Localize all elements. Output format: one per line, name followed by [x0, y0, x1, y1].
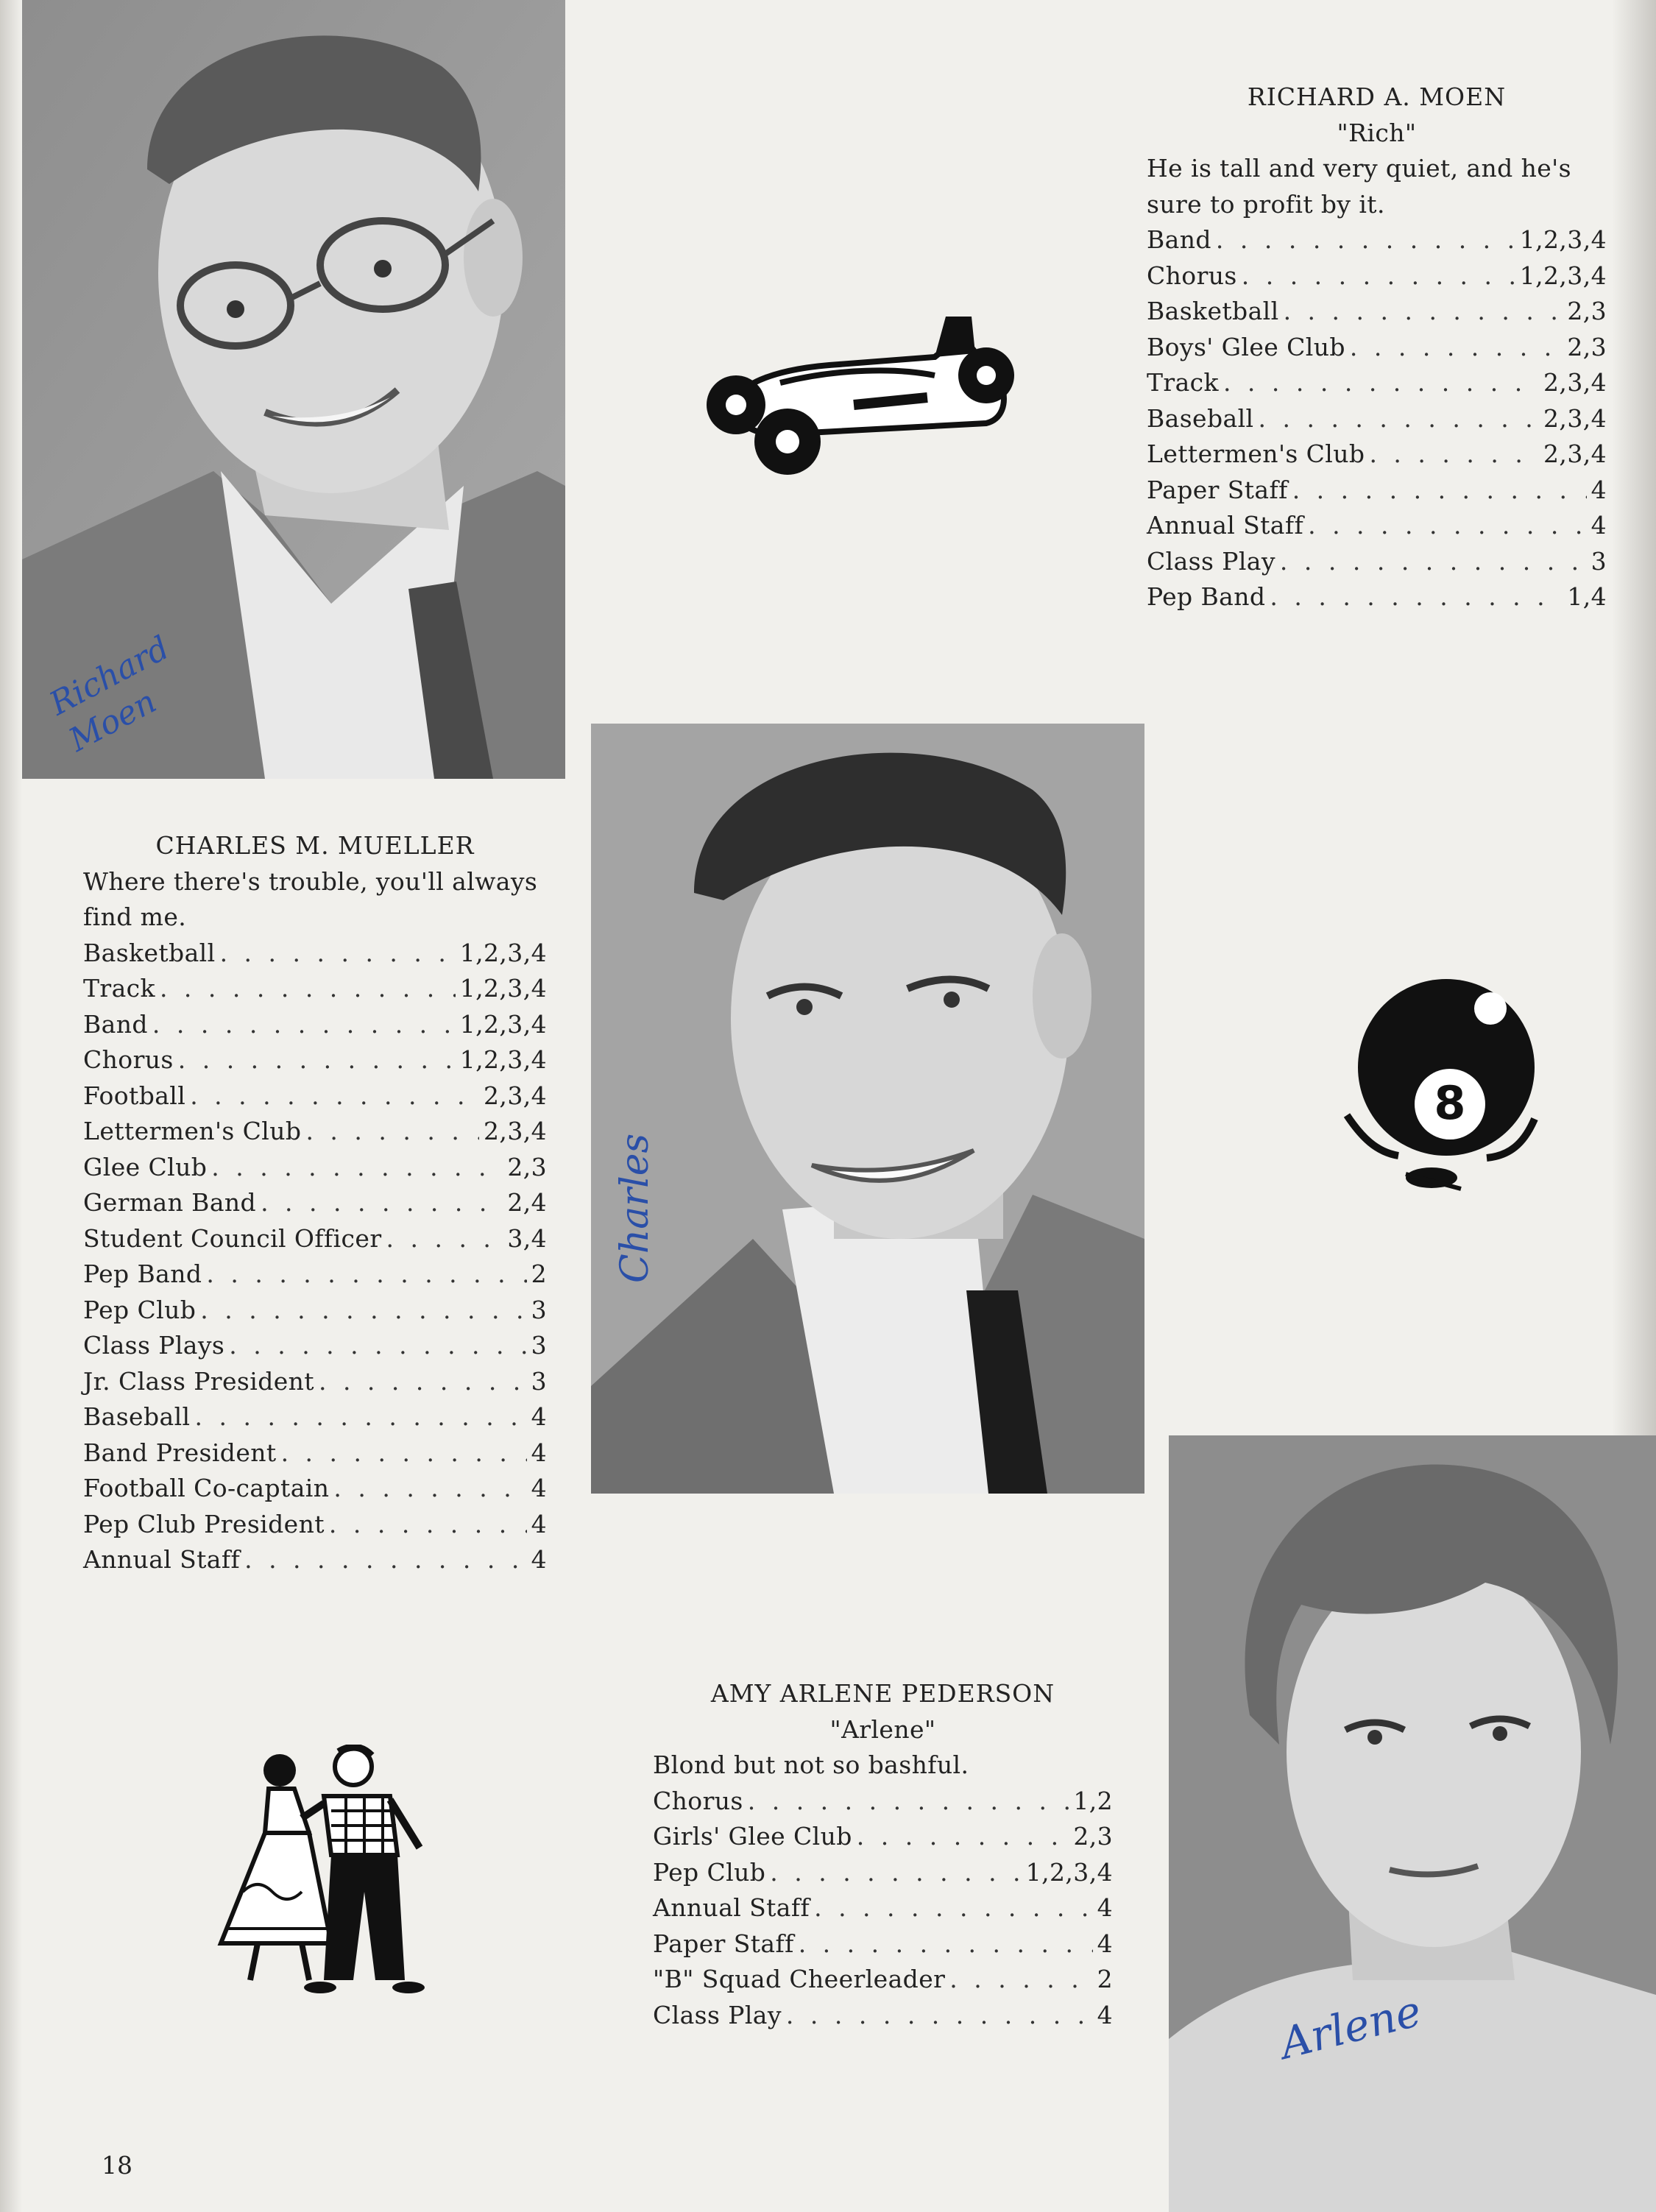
activity-row: Basketball . . . 2,3 [1147, 294, 1607, 330]
signature-amy-arlene-pederson: Arlene [1275, 1985, 1426, 2069]
student-name: CHARLES M. MUELLER [155, 831, 475, 860]
activity-row: German Band . . . 2,4 [83, 1185, 547, 1221]
activity-row: Annual Staff . . . 4 [653, 1890, 1113, 1926]
portrait-charles-mueller [591, 724, 1144, 1494]
signature-charles-mueller: Charles [613, 1133, 657, 1283]
student-quote: He is tall and very quiet, and he's sure to profit by it. [1147, 154, 1571, 219]
signature-richard-moen: Richard Moen [43, 629, 176, 760]
activity-row: Pep Club . . . 3 [83, 1293, 547, 1329]
bio-richard-moen [1147, 79, 1607, 615]
activity-row: "B" Squad Cheerleader . . . 2 [653, 1962, 1113, 1998]
activity-row: Lettermen's Club . . . 2,3,4 [1147, 437, 1607, 473]
activity-row: Class Plays . . . 3 [83, 1328, 547, 1364]
activity-row: Track . . . 2,3,4 [1147, 365, 1607, 401]
activity-row: Pep Club President . . . 4 [83, 1507, 547, 1543]
activity-row: Pep Band . . . 1,4 [1147, 579, 1607, 615]
eight-ball-number: 8 [1434, 1076, 1466, 1130]
portrait-richard-moen [22, 0, 565, 779]
activity-row: Football . . . 2,3,4 [83, 1078, 547, 1114]
activity-row: Annual Staff . . . 4 [1147, 508, 1607, 544]
activity-row: Baseball . . . 2,3,4 [1147, 401, 1607, 437]
activity-row: Lettermen's Club . . . 2,3,4 [83, 1114, 547, 1150]
activity-row: Girls' Glee Club . . . 2,3 [653, 1819, 1113, 1855]
activity-row: Football Co-captain . . . 4 [83, 1471, 547, 1507]
activity-row: Band . . . 1,2,3,4 [1147, 222, 1607, 258]
activity-row: Pep Club . . . 1,2,3,4 [653, 1855, 1113, 1891]
activity-row: Jr. Class President . . . 3 [83, 1364, 547, 1400]
activity-row: Chorus . . . 1,2 [653, 1784, 1113, 1820]
activity-row: Pep Band . . . 2 [83, 1257, 547, 1293]
bio-amy-arlene-pederson [653, 1676, 1113, 2033]
activity-row: Glee Club . . . 2,3 [83, 1150, 547, 1186]
activity-row: Class Play . . . 3 [1147, 544, 1607, 580]
dancing-couple-clipart [199, 1745, 456, 2002]
race-car-clipart [692, 294, 1016, 478]
activity-row: Paper Staff . . . 4 [1147, 473, 1607, 509]
bio-charles-mueller [83, 828, 547, 1578]
page-binding-edge [0, 0, 22, 2212]
student-nickname: "Rich" [1337, 118, 1417, 147]
page-number: 18 [102, 2151, 132, 2180]
activity-row: Paper Staff . . . 4 [653, 1926, 1113, 1962]
activity-row: Baseball . . . 4 [83, 1399, 547, 1435]
student-name: AMY ARLENE PEDERSON [710, 1679, 1055, 1708]
student-quote: Blond but not so bashful. [653, 1750, 969, 1779]
activity-row: Boys' Glee Club . . . 2,3 [1147, 330, 1607, 366]
student-quote: Where there's trouble, you'll always find me. [83, 866, 538, 931]
activity-row: Track . . . 1,2,3,4 [83, 971, 547, 1007]
activity-row: Annual Staff . . . 4 [83, 1542, 547, 1578]
activity-row: Band . . . 1,2,3,4 [83, 1007, 547, 1043]
activity-row: Chorus . . . 1,2,3,4 [83, 1042, 547, 1078]
eight-ball-clipart [1340, 968, 1549, 1196]
portrait-amy-arlene-pederson [1169, 1435, 1656, 2212]
activity-row: Class Play . . . 4 [653, 1998, 1113, 2034]
student-nickname: "Arlene" [829, 1714, 936, 1744]
activity-row: Student Council Officer . . . 3,4 [83, 1221, 547, 1257]
activity-row: Band President . . . 4 [83, 1435, 547, 1471]
activity-row: Basketball . . . 1,2,3,4 [83, 936, 547, 972]
student-name: RICHARD A. MOEN [1247, 82, 1507, 111]
activity-row: Chorus . . . 1,2,3,4 [1147, 258, 1607, 294]
